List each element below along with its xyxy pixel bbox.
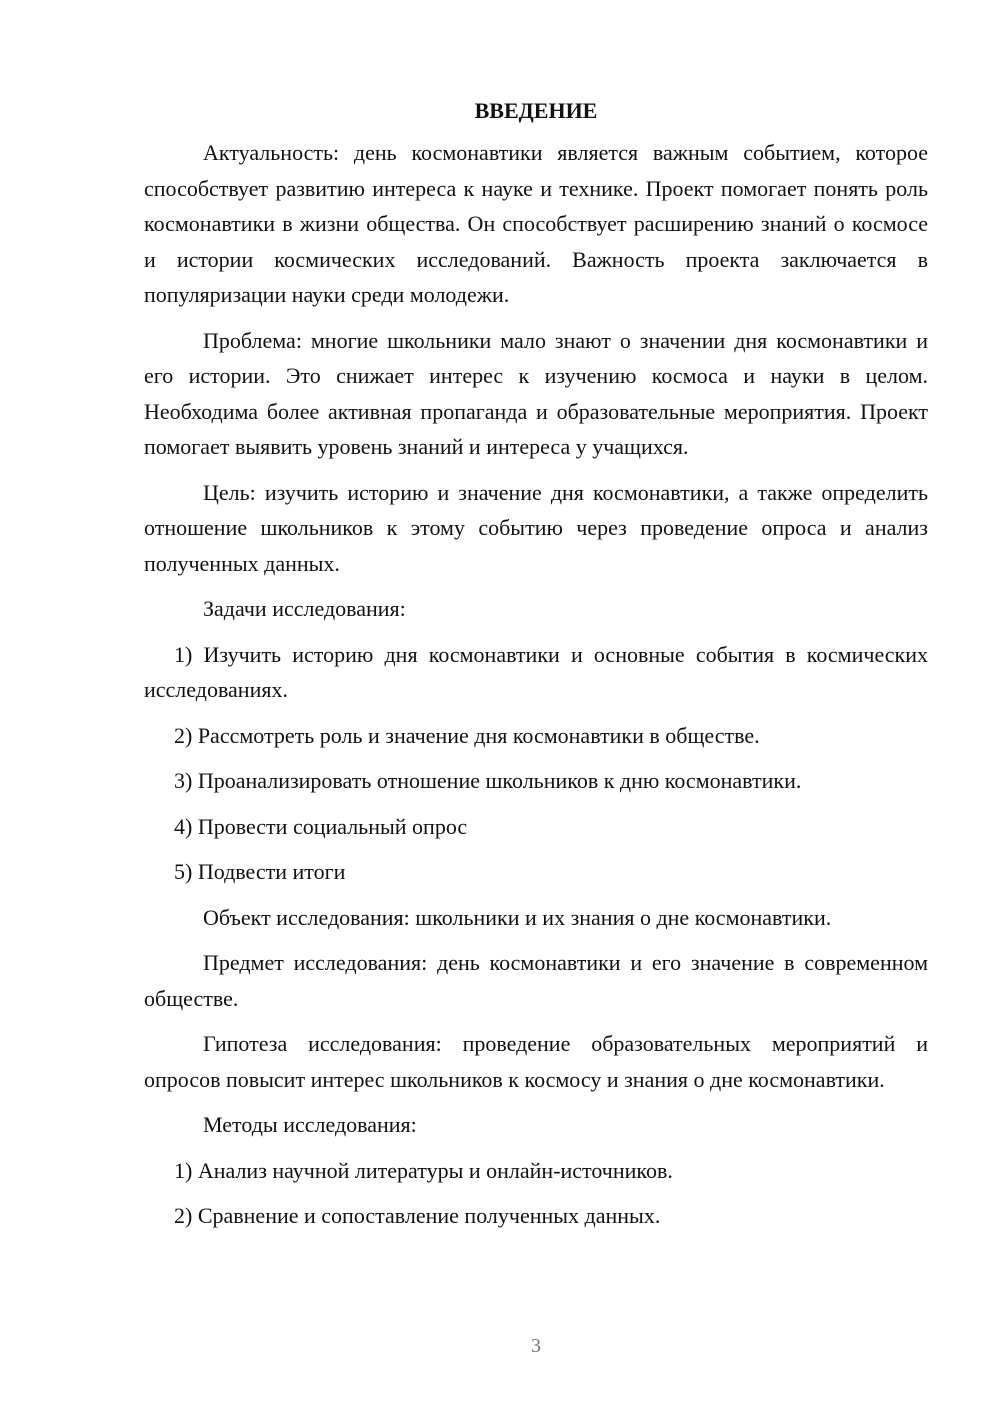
section-heading: ВВЕДЕНИЕ bbox=[474, 98, 598, 123]
task-item-4: 4) Провести социальный опрос bbox=[174, 813, 468, 839]
method-item-2: 2) Сравнение и сопоставление полученных данных. bbox=[174, 1203, 661, 1228]
object-paragraph: Объект исследования: школьники и их знания о дне космонавтики. bbox=[203, 904, 832, 930]
page-content bbox=[144, 96, 928, 1244]
task-item-3: 3) Проанализировать отношение школьников к дню космонавтики. bbox=[174, 768, 802, 793]
hypothesis-paragraph: Гипотеза исследования: проведение образовательных мероприятий и опросов повысит интерес школьников к космосу и знания о дне космонавтики. bbox=[144, 1031, 928, 1092]
task-item-5: 5) Подвести итоги bbox=[174, 859, 346, 884]
relevance-paragraph: Актуальность: день космонавтики является важным событием, которое способствует развитию интереса к науке и технике. Проект помогает понять роль космонавтики в жизни общества. Он способствует расширению знаний о космосе и истории космических исследований. Важность проекта заключается в популяризации науки среди молодежи. bbox=[144, 140, 928, 307]
problem-paragraph: Проблема: многие школьники мало знают о значении дня космонавтики и его истории. Это снижает интерес к изучению космоса и науки в целом. Необходима более активная пропаганда и образовательные мероприятия. Проект помогает выявить уровень знаний и интереса у учащихся. bbox=[144, 327, 928, 459]
method-item-1: 1) Анализ научной литературы и онлайн-источников. bbox=[174, 1157, 673, 1183]
task-item-1: 1) Изучить историю дня космонавтики и основные события в космических исследованиях. bbox=[144, 641, 928, 702]
goal-paragraph: Цель: изучить историю и значение дня космонавтики, а также определить отношение школьников к этому событию через проведение опроса и анализ полученных данных. bbox=[144, 479, 928, 576]
tasks-title: Задачи исследования: bbox=[203, 596, 406, 621]
task-item-2: 2) Рассмотреть роль и значение дня космонавтики в обществе. bbox=[174, 722, 760, 748]
page-number: 3 bbox=[531, 1335, 541, 1357]
methods-title: Методы исследования: bbox=[203, 1112, 417, 1137]
subject-paragraph: Предмет исследования: день космонавтики и его значение в современном обществе. bbox=[144, 950, 928, 1011]
